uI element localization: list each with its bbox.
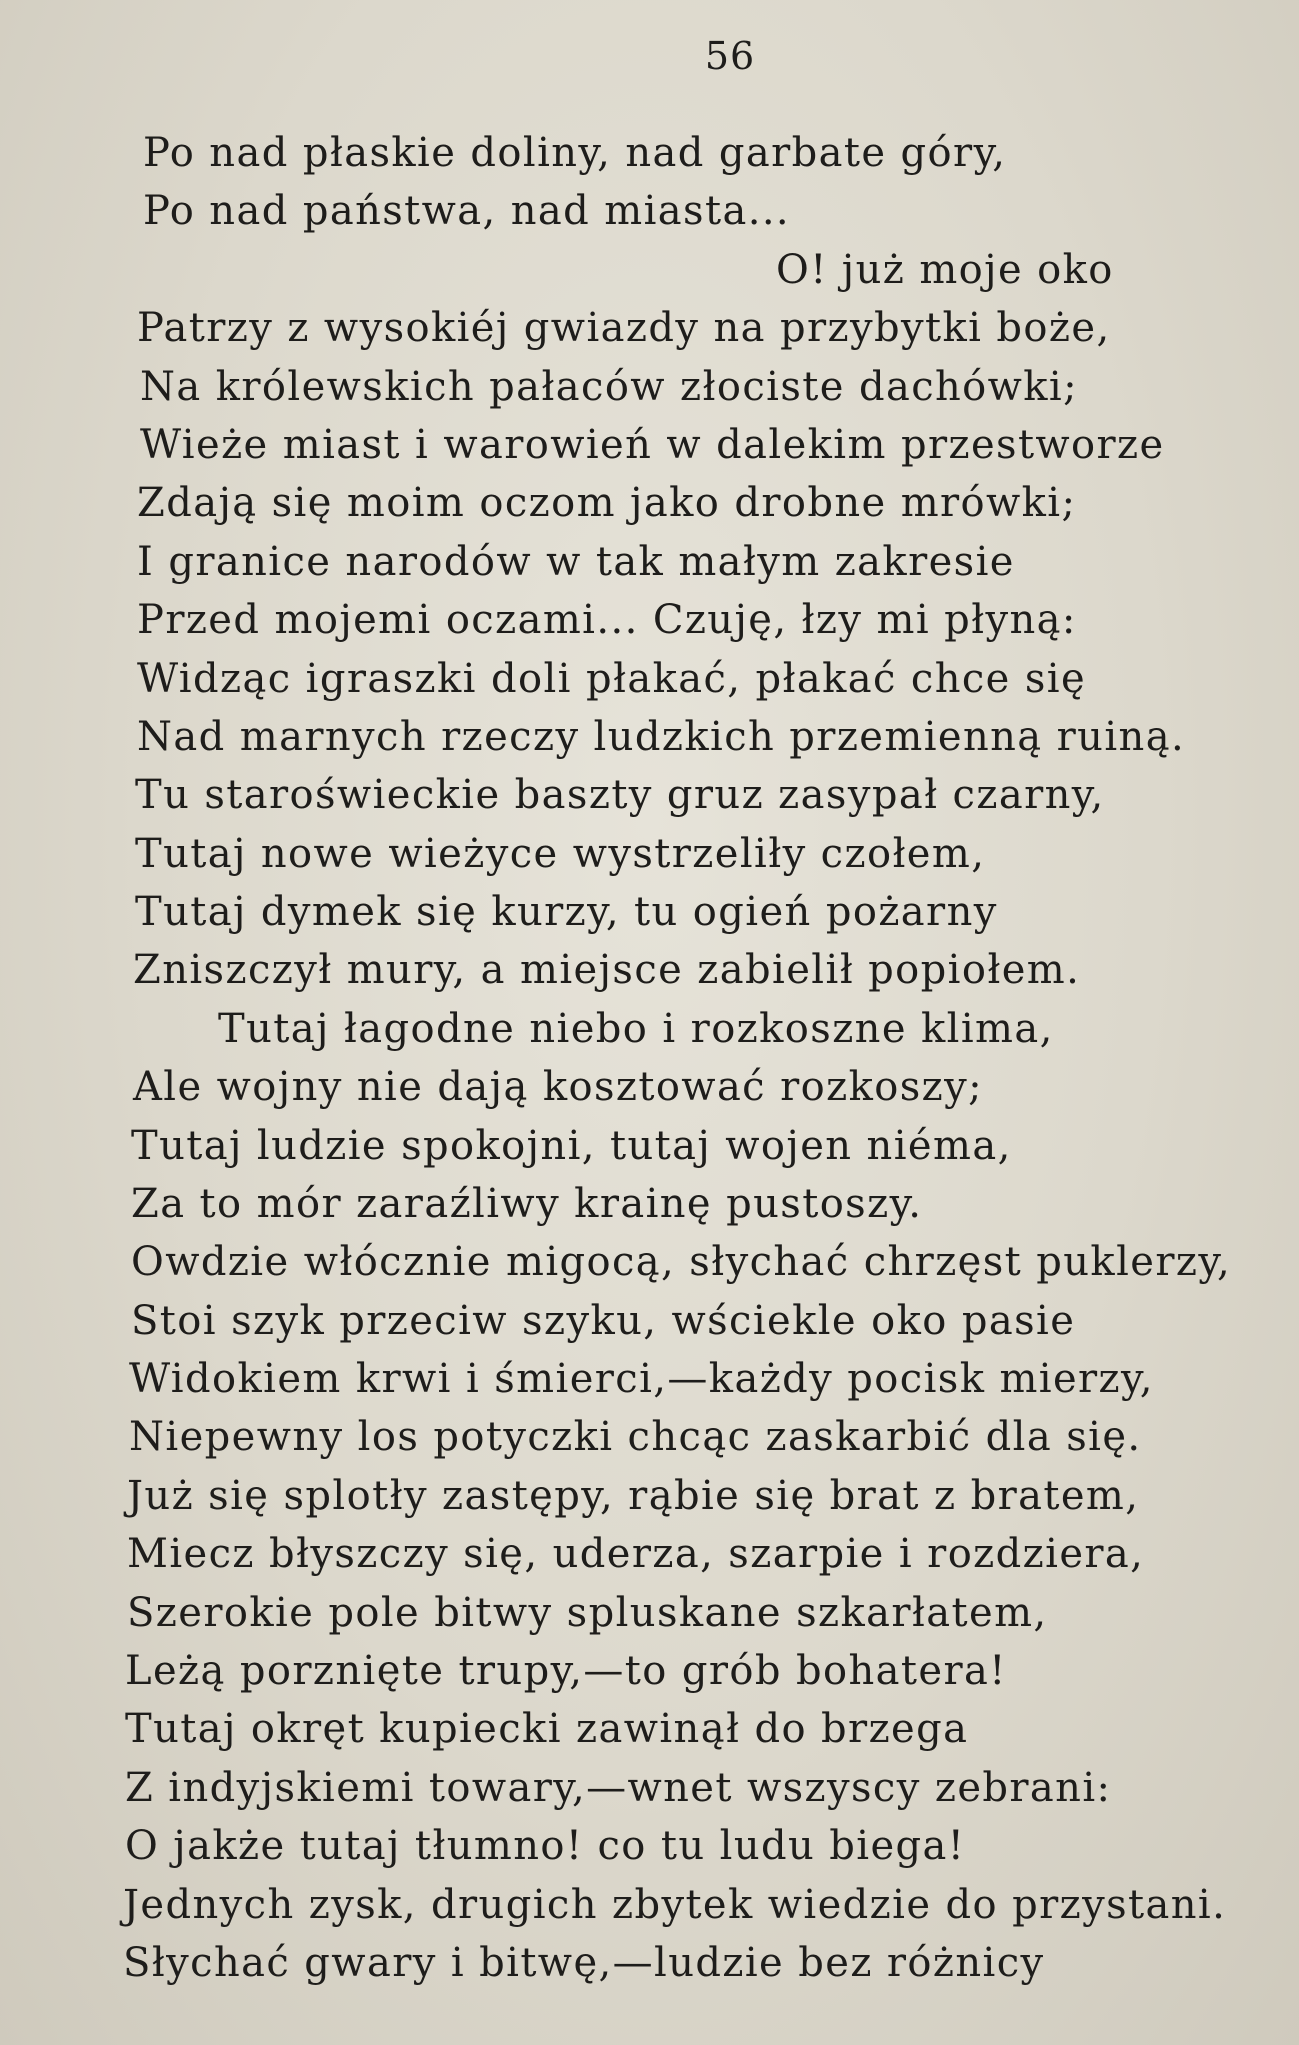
verse-line: Tu staroświeckie baszty gruz zasypał czarny, [135,772,1105,818]
verse-line: Tutaj łagodne niebo i rozkoszne klima, [218,1006,1054,1052]
verse-line: Już się splotły zastępy, rąbie się brat z bratem, [127,1473,1140,1519]
verse-line: Po nad państwa, nad miasta... [143,188,791,234]
verse-line: Widząc igraszki doli płakać, płakać chce się [137,656,1087,702]
verse-line: Widokiem krwi i śmierci,—każdy pocisk mierzy, [129,1356,1154,1402]
verse-line: Tutaj okręt kupiecki zawinął do brzega [125,1706,969,1752]
verse-line: Stoi szyk przeciw szyku, wściekle oko pasie [131,1298,1076,1344]
verse-line: Tutaj ludzie spokojni, tutaj wojen niéma, [131,1123,1012,1169]
verse-line: Z indyjskiemi towary,—wnet wszyscy zebrani: [125,1765,1112,1811]
verse-line: Tutaj dymek się kurzy, tu ogień pożarny [135,889,998,935]
verse-line: Szerokie pole bitwy spluskane szkarłatem, [127,1590,1048,1636]
verse-line: O! już moje oko [776,247,1114,293]
verse-line: Owdzie włócznie migocą, słychać chrzęst puklerzy, [131,1239,1232,1285]
verse-line: Zdają się moim oczom jako drobne mrówki; [137,480,1077,526]
verse-line: Przed mojemi oczami... Czuję, łzy mi płyną: [137,597,1077,643]
verse-line: Ale wojny nie dają kosztować rozkoszy; [133,1064,983,1110]
page-number: 56 [704,34,756,78]
verse-line: Wieże miast i warowień w dalekim przestworze [140,422,1165,468]
verse-line: Słychać gwary i bitwę,—ludzie bez różnicy [123,1940,1045,1986]
verse-line: Zniszczył mury, a miejsce zabielił popiołem. [133,947,1081,993]
verse-line: Miecz błyszczy się, uderza, szarpie i rozdziera, [127,1531,1145,1577]
verse-line: O jakże tutaj tłumno! co tu ludu biega! [125,1823,966,1869]
verse-line: Jednych zysk, drugich zbytek wiedzie do przystani. [123,1882,1227,1928]
verse-line: Tutaj nowe wieżyce wystrzeliły czołem, [135,831,986,877]
verse-line: Patrzy z wysokiéj gwiazdy na przybytki boże, [137,305,1111,351]
verse-line: I granice narodów w tak małym zakresie [137,539,1015,585]
verse-line: Niepewny los potyczki chcąc zaskarbić dla się. [129,1414,1142,1460]
verse-line: Za to mór zaraźliwy krainę pustoszy. [131,1181,923,1227]
verse-line: Na królewskich pałaców złociste dachówki; [140,364,1079,410]
verse-line: Nad marnych rzeczy ludzkich przemienną ruiną. [137,714,1186,760]
verse-line: Leżą porznięte trupy,—to grób bohatera! [125,1648,1007,1694]
verse-line: Po nad płaskie doliny, nad garbate góry, [143,130,1007,176]
